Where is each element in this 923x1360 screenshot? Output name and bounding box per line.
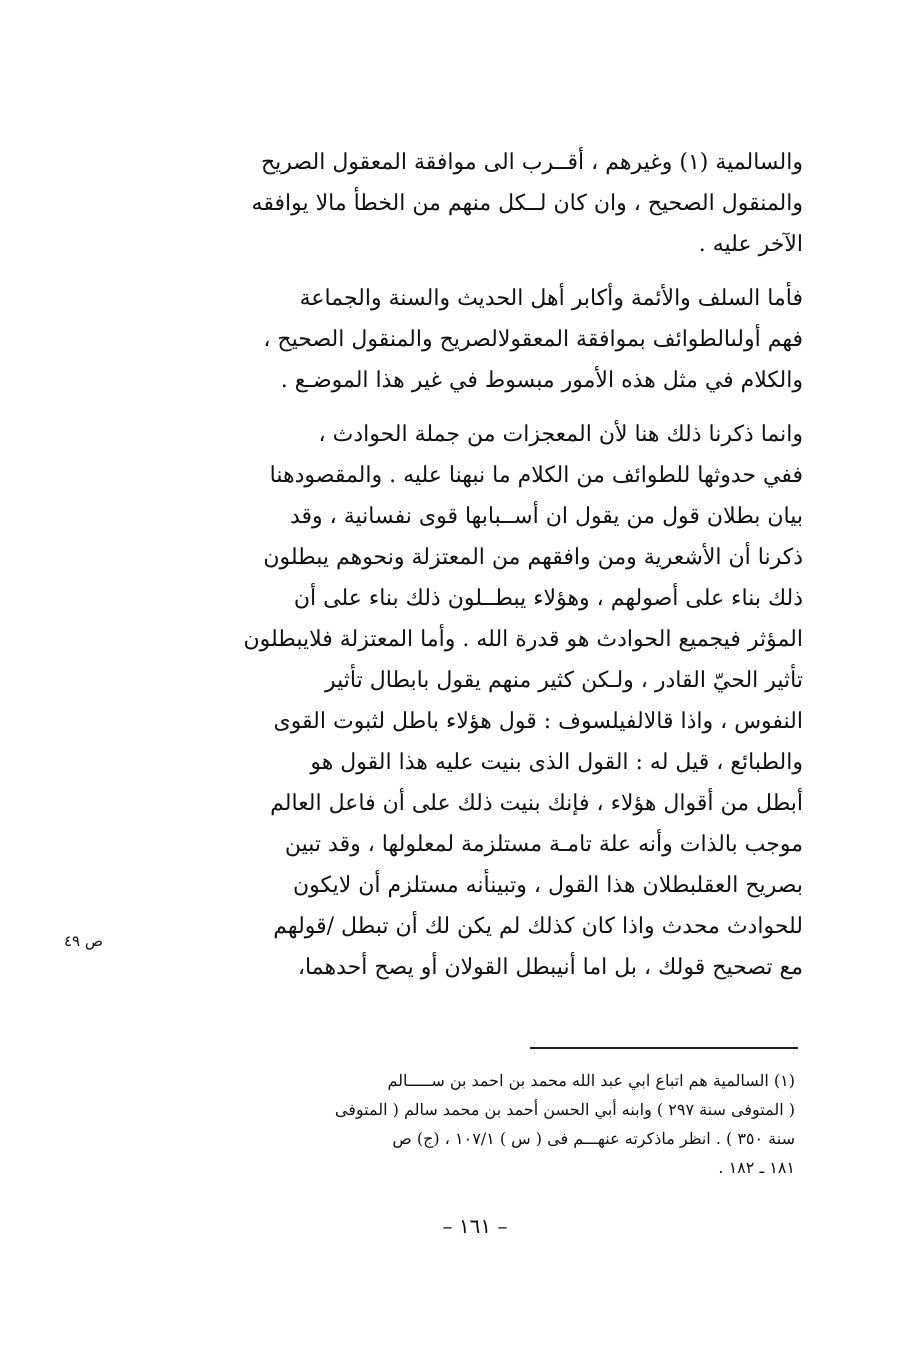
text-line: والكلام في مثل هذه الأمور مبسوط في غير هذا الموضـع . bbox=[280, 368, 803, 393]
text-line: فأما السلف والأئمة وأكابر أهل الحديث والسنة والجماعة bbox=[299, 286, 803, 311]
footnote-line: سنة ٣٥٠ ) . انظر ماذكرته عنهـــم فى ( س ) ١٠٧/١ ، (ج) ص bbox=[392, 1129, 795, 1148]
margin-page-reference: ص ٤٩ bbox=[64, 932, 104, 950]
footnote-line: ١٨١ ـ ١٨٢ . bbox=[718, 1158, 795, 1177]
text-line: موجب بالذات وأنه علة تامـة مستلزمة لمعلولها ، وقد تبين bbox=[284, 832, 803, 857]
text-line: ذلك بناء على أصولهم ، وهؤلاء يبطــلون ذلك بناء على أن bbox=[293, 586, 803, 611]
text-line: ففي حدوثها للطوائف من الكلام ما نبهنا عليه . والمقصودهنا bbox=[269, 463, 803, 488]
paragraph-2 bbox=[153, 278, 803, 401]
page-number: – ١٦١ – bbox=[442, 1214, 508, 1238]
paragraph-3 bbox=[153, 414, 803, 988]
text-line: بصريح العقلبطلان هذا القول ، وتبينأنه مستلزم أن لايكون bbox=[292, 873, 803, 898]
text-line: المؤثر فيجميع الحوادث هو قدرة الله . وأما المعتزلة فلايبطلون bbox=[243, 627, 803, 652]
text-line: والطبائع ، قيل له : القول الذى بنيت عليه هذا القول هو bbox=[310, 750, 803, 775]
text-line: والسالمية (١) وغيرهم ، أقــرب الى موافقة المعقول الصريح bbox=[260, 150, 803, 175]
footnote-line: ( المتوفى سنة ٢٩٧ ) وابنه أبي الحسن أحمد بن محمد سالم ( المتوفى bbox=[334, 1100, 795, 1119]
text-line: تأثير الحيّ القادر ، ولـكن كثير منهم يقول بابطال تأثير bbox=[325, 668, 803, 693]
text-line: أبطل من أقوال هؤلاء ، فإنك بنيت ذلك على أن فاعل العالم bbox=[270, 791, 803, 816]
text-line: والمنقول الصحيح ، وان كان لــكل منهم من الخطأ مالا يوافقه bbox=[251, 191, 803, 216]
text-line: وانما ذكرنا ذلك هنا لأن المعجزات من جملة الحوادث ، bbox=[318, 422, 803, 447]
text-line: للحوادث محدث واذا كان كذلك لم يكن لك أن تبطل /قولهم bbox=[273, 914, 803, 939]
text-line: النفوس ، واذا قالالفيلسوف : قول هؤلاء باطل لثبوت القوى bbox=[273, 709, 803, 734]
footnote-line: (١) السالمية هم اتباع ابي عبد الله محمد بن احمد بن ســـــالم bbox=[387, 1071, 795, 1090]
text-line: ذكرنا أن الأشعرية ومن وافقهم من المعتزلة ونحوهم يبطلون bbox=[263, 545, 803, 570]
footnote-divider bbox=[530, 1047, 798, 1049]
text-line: مع تصحيح قولك ، بل اما أنيبطل القولان أو يصح أحدهما، bbox=[297, 955, 803, 980]
text-line: فهم أولىالطوائف بموافقة المعقولالصريح والمنقول الصحيح ، bbox=[263, 327, 803, 352]
footnotes bbox=[155, 1066, 795, 1182]
text-line: بيان بطلان قول من يقول ان أســبابها قوى نفسانية ، وقد bbox=[289, 504, 803, 529]
paragraph-1 bbox=[153, 142, 803, 265]
text-line: الآخر عليه . bbox=[698, 232, 803, 257]
